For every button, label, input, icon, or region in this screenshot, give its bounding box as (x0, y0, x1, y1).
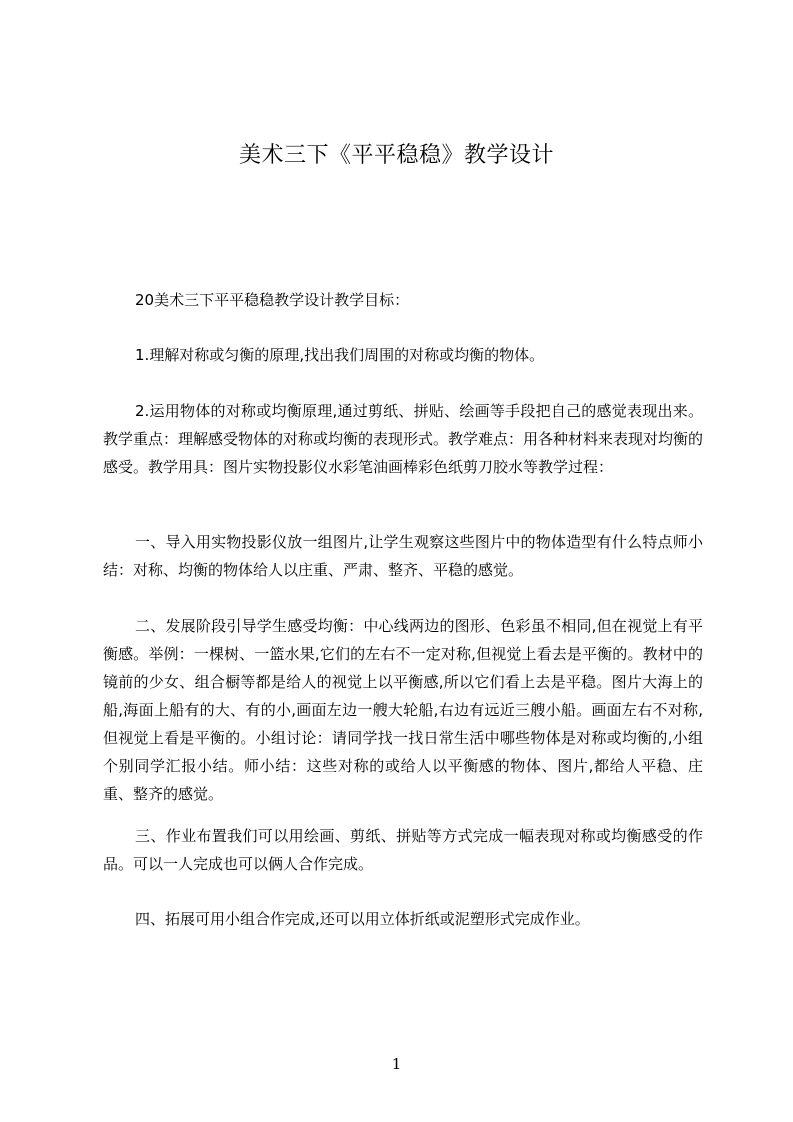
paragraph-objectives-heading: 20美术三下平平稳稳教学设计教学目标： (135, 291, 410, 309)
paragraph-section-3: 三、作业布置我们可以用绘画、剪纸、拼贴等方式完成一幅表现对称或均衡感受的作品。可以一人完成也可以俩人合作完成。 (103, 827, 703, 873)
paragraph-objective-1: 1.理解对称或匀衡的原理,找出我们周围的对称或均衡的物体。 (135, 346, 545, 364)
paragraph-objective-2: 2.运用物体的对称或均衡原理,通过剪纸、拼贴、绘画等手段把自己的感觉表现出来。教学重点：理解感受物体的对称或均衡的表现形式。教学难点：用各种材料来表现对均衡的感受。教学用具：图片实物投影仪水彩笔油画棒彩色纸剪刀胶水等教学过程： (103, 402, 704, 476)
paragraph-section-1: 一、导入用实物投影仪放一组图片,让学生观察这些图片中的物体造型有什么特点师小结：对称、均衡的物体给人以庄重、严肃、整齐、平稳的感觉。 (103, 533, 703, 579)
document-title: 美术三下《平平稳稳》教学设计 (238, 143, 554, 168)
page-number: 1 (391, 1055, 402, 1073)
paragraph-section-4: 四、拓展可用小组合作完成,还可以用立体折纸或泥塑形式完成作业。 (135, 910, 590, 928)
paragraph-section-2: 二、发展阶段引导学生感受均衡：中心线两边的图形、色彩虽不相同,但在视觉上有平衡感。举例：一棵树、一篮水果,它们的左右不一定对称,但视觉上看去是平衡的。教材中的镜前的少女、组合橱等都是给人的视觉上以平衡感,所以它们看上去是平稳。图片大海上的船,海面上船有的大、有的小,画面左边一艘大轮船,右边有远近三艘小船。画面左右不对称,但视觉上看是平衡的。小组讨论：请同学找一找日常生活中哪些物体是对称或均衡的,小组个别同学汇报小结。师小结：这些对称的或给人以平衡感的物体、图片,都给人平稳、庄重、整齐的感觉。 (103, 617, 703, 803)
